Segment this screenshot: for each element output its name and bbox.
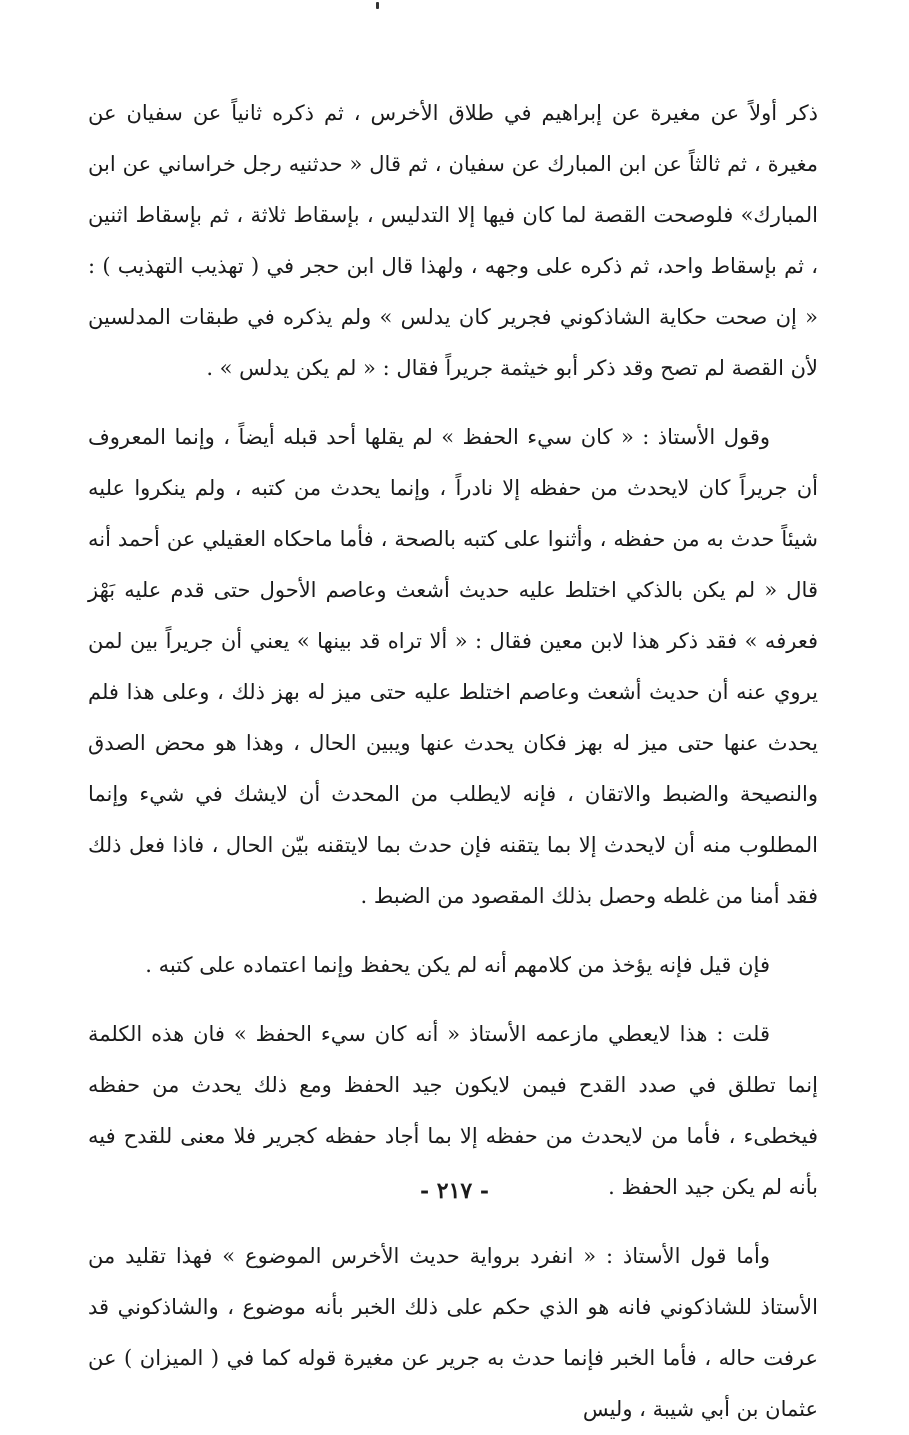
paragraph-3: فإن قيل فإنه يؤخذ من كلامهم أنه لم يكن يحفظ وإنما اعتماده على كتبه . (145, 953, 770, 977)
page-body (88, 88, 818, 1421)
paragraph-2: وقول الأستاذ : « كان سيء الحفظ » لم يقلها أحد قبله أيضاً ، وإنما المعروف أن جريراً كان لايحدث من حفظه إلا نادراً ، وإنما يحدث من كتبه ، ولم ينكروا عليه شيئاً حدث به من حفظه ، وأثنوا على كتبه بالصحة ، فأما ماحكاه العقيلي عن أحمد أنه قال « لم يكن بالذكي اختلط عليه حديث أشعث وعاصم الأحول حتى قدم عليه بَهْز فعرفه » فقد ذكر هذا لابن معين فقال : « ألا تراه قد بينها » يعني أن جريراً بين لمن يروي عنه أن حديث أشعث وعاصم اختلط عليه حتى ميز له بهز ذلك ، وعلى هذا فلم يحدث عنها حتى ميز له بهز فكان يحدث عنها ويبين الحال ، وهذا هو محض الصدق والنصيحة والضبط والاتقان ، فإنه لايطلب من المحدث أن لايشك في شيء وإنما المطلوب منه أن لايحدث إلا بما يتقنه فإن حدث بما لايتقنه بيّن الحال ، فاذا فعل ذلك فقد أمنا من غلطه وحصل بذلك المقصود من الضبط . (88, 425, 818, 908)
paragraph-4: قلت : هذا لايعطي مازعمه الأستاذ « أنه كان سيء الحفظ » فان هذه الكلمة إنما تطلق في صدد القدح فيمن لايكون جيد الحفظ ومع ذلك يحدث من حفظه فيخطىء ، فأما من لايحدث من حفظه إلا بما أجاد حفظه كجرير فلا معنى للقدح فيه بأنه لم يكن جيد الحفظ . (88, 1022, 818, 1199)
paragraph-5: وأما قول الأستاذ : « انفرد برواية حديث الأخرس الموضوع » فهذا تقليد من الأستاذ للشاذكوني فانه هو الذي حكم على ذلك الخبر بأنه موضوع ، والشاذكوني قد عرفت حاله ، فأما الخبر فإنما حدث به جرير عن مغيرة قوله كما في ( الميزان ) عن عثمان بن أبي شيبة ، وليس (88, 1244, 818, 1421)
page-top-mark (376, 2, 379, 9)
paragraph-1: ذكر أولاً عن مغيرة عن إبراهيم في طلاق الأخرس ، ثم ذكره ثانياً عن سفيان عن مغيرة ، ثم ثالثاً عن ابن المبارك عن سفيان ، ثم قال « حدثنيه رجل خراساني عن ابن المبارك» فلوصحت القصة لما كان فيها إلا التدليس ، بإسقاط ثلاثة ، ثم بإسقاط اثنين ، ثم بإسقاط واحد، ثم ذكره على وجهه ، ولهذا قال ابن حجر في ( تهذيب التهذيب ) : « إن صحت حكاية الشاذكوني فجرير كان يدلس » ولم يذكره في طبقات المدلسين لأن القصة لم تصح وقد ذكر أبو خيثمة جريراً فقال : « لم يكن يدلس » . (88, 101, 818, 380)
page-number: - ٢١٧ - (419, 1178, 490, 1204)
